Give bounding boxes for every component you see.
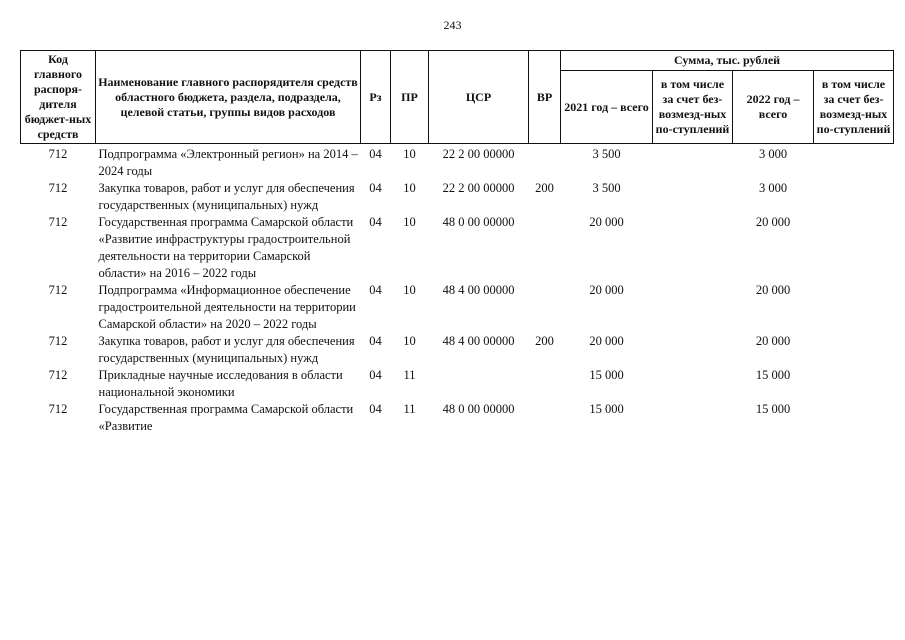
sum-2022-cell: 3 000	[758, 147, 788, 161]
sum-2021-cell: 20 000	[589, 215, 624, 229]
pr-cell: 11	[403, 368, 416, 382]
vr-cell	[529, 367, 561, 401]
table-row	[21, 333, 894, 367]
code-cell: 712	[48, 147, 68, 161]
name-cell: Подпрограмма «Информационное обеспечение градостроительной деятельности на территории Самарской области» на 2020 – 2022 годы	[98, 283, 356, 331]
free-2022-cell	[814, 282, 894, 333]
table-header	[21, 51, 894, 144]
csr-cell: 48 4 00 00000	[442, 334, 515, 348]
free-2021-cell	[653, 401, 733, 435]
code-cell: 712	[48, 334, 68, 348]
free-2022-cell	[814, 333, 894, 367]
code-cell: 712	[48, 402, 68, 416]
pr-cell: 10	[403, 147, 416, 161]
pr-cell: 10	[403, 181, 416, 195]
vr-cell: 200	[535, 181, 554, 195]
vr-cell	[529, 282, 561, 333]
csr-cell	[429, 367, 529, 401]
free-2021-cell	[653, 146, 733, 180]
sum-2022-cell: 3 000	[758, 181, 788, 195]
header-pr: ПР	[391, 51, 429, 144]
pr-cell: 10	[403, 283, 416, 297]
rz-cell: 04	[369, 334, 382, 348]
code-cell: 712	[48, 283, 68, 297]
rz-cell: 04	[369, 283, 382, 297]
name-cell: Закупка товаров, работ и услуг для обеспечения государственных (муниципальных) нужд	[98, 181, 355, 212]
header-vr: ВР	[529, 51, 561, 144]
sum-2021-cell: 15 000	[589, 368, 624, 382]
rz-cell: 04	[369, 181, 382, 195]
csr-cell: 48 4 00 00000	[442, 283, 515, 297]
sum-2022-cell: 15 000	[755, 402, 791, 416]
table-row	[21, 146, 894, 180]
page-number: 243	[443, 18, 462, 32]
table-row	[21, 180, 894, 214]
rz-cell: 04	[369, 215, 382, 229]
header-2021-total: 2021 год – всего	[561, 71, 653, 144]
header-2021-free: в том числе за счет без-возмезд-ных по-ступлений	[653, 71, 733, 144]
table-row	[21, 401, 894, 435]
vr-cell: 200	[535, 334, 554, 348]
sum-2022-cell: 20 000	[755, 215, 791, 229]
header-rz: Рз	[361, 51, 391, 144]
vr-cell	[529, 401, 561, 435]
free-2022-cell	[814, 367, 894, 401]
free-2021-cell	[653, 214, 733, 282]
sum-2021-cell: 20 000	[589, 283, 624, 297]
rz-cell: 04	[369, 402, 382, 416]
sum-2021-cell: 20 000	[589, 334, 624, 348]
free-2021-cell	[653, 333, 733, 367]
vr-cell	[529, 146, 561, 180]
free-2022-cell	[814, 146, 894, 180]
pr-cell: 10	[403, 215, 416, 229]
header-code: Код главного распоря-дителя бюджет-ных средств	[21, 51, 96, 144]
name-cell: Государственная программа Самарской области «Развитие инфраструктуры градостроительной деятельности на территории Самарской области» на 2016 – 2022 годы	[98, 215, 354, 280]
header-csr: ЦСР	[429, 51, 529, 144]
csr-cell: 22 2 00 00000	[442, 147, 515, 161]
sum-2021-cell: 3 500	[592, 147, 621, 161]
header-sum-title: Сумма, тыс. рублей	[561, 51, 894, 71]
free-2021-cell	[653, 282, 733, 333]
code-cell: 712	[48, 181, 68, 195]
code-cell: 712	[48, 215, 68, 229]
free-2022-cell	[814, 401, 894, 435]
vr-cell	[529, 214, 561, 282]
sum-2022-cell: 20 000	[755, 334, 791, 348]
table-row	[21, 214, 894, 282]
header-2022-free: в том числе за счет без-возмезд-ных по-ступлений	[814, 71, 894, 144]
header-name: Наименование главного распорядителя средств областного бюджета, раздела, подраздела, целевой статьи, группы видов расходов	[96, 51, 361, 144]
table-body	[21, 144, 894, 436]
name-cell: Подпрограмма «Электронный регион» на 2014 – 2024 годы	[98, 147, 358, 178]
sum-2021-cell: 3 500	[592, 181, 621, 195]
name-cell: Государственная программа Самарской области «Развитие	[98, 402, 354, 433]
pr-cell: 10	[403, 334, 416, 348]
free-2021-cell	[653, 180, 733, 214]
table-row	[21, 367, 894, 401]
name-cell: Закупка товаров, работ и услуг для обеспечения государственных (муниципальных) нужд	[98, 334, 355, 365]
header-2022-total: 2022 год – всего	[733, 71, 814, 144]
sum-2022-cell: 20 000	[755, 283, 791, 297]
csr-cell: 48 0 00 00000	[442, 402, 515, 416]
free-2022-cell	[814, 214, 894, 282]
code-cell: 712	[48, 368, 68, 382]
free-2021-cell	[653, 367, 733, 401]
table-row	[21, 282, 894, 333]
pr-cell: 11	[403, 402, 416, 416]
csr-cell: 22 2 00 00000	[442, 181, 515, 195]
free-2022-cell	[814, 180, 894, 214]
sum-2021-cell: 15 000	[589, 402, 624, 416]
sum-2022-cell: 15 000	[755, 368, 791, 382]
name-cell: Прикладные научные исследования в области национальной экономики	[98, 368, 343, 399]
rz-cell: 04	[369, 368, 382, 382]
csr-cell: 48 0 00 00000	[442, 215, 515, 229]
rz-cell: 04	[369, 147, 382, 161]
budget-table	[20, 50, 894, 435]
